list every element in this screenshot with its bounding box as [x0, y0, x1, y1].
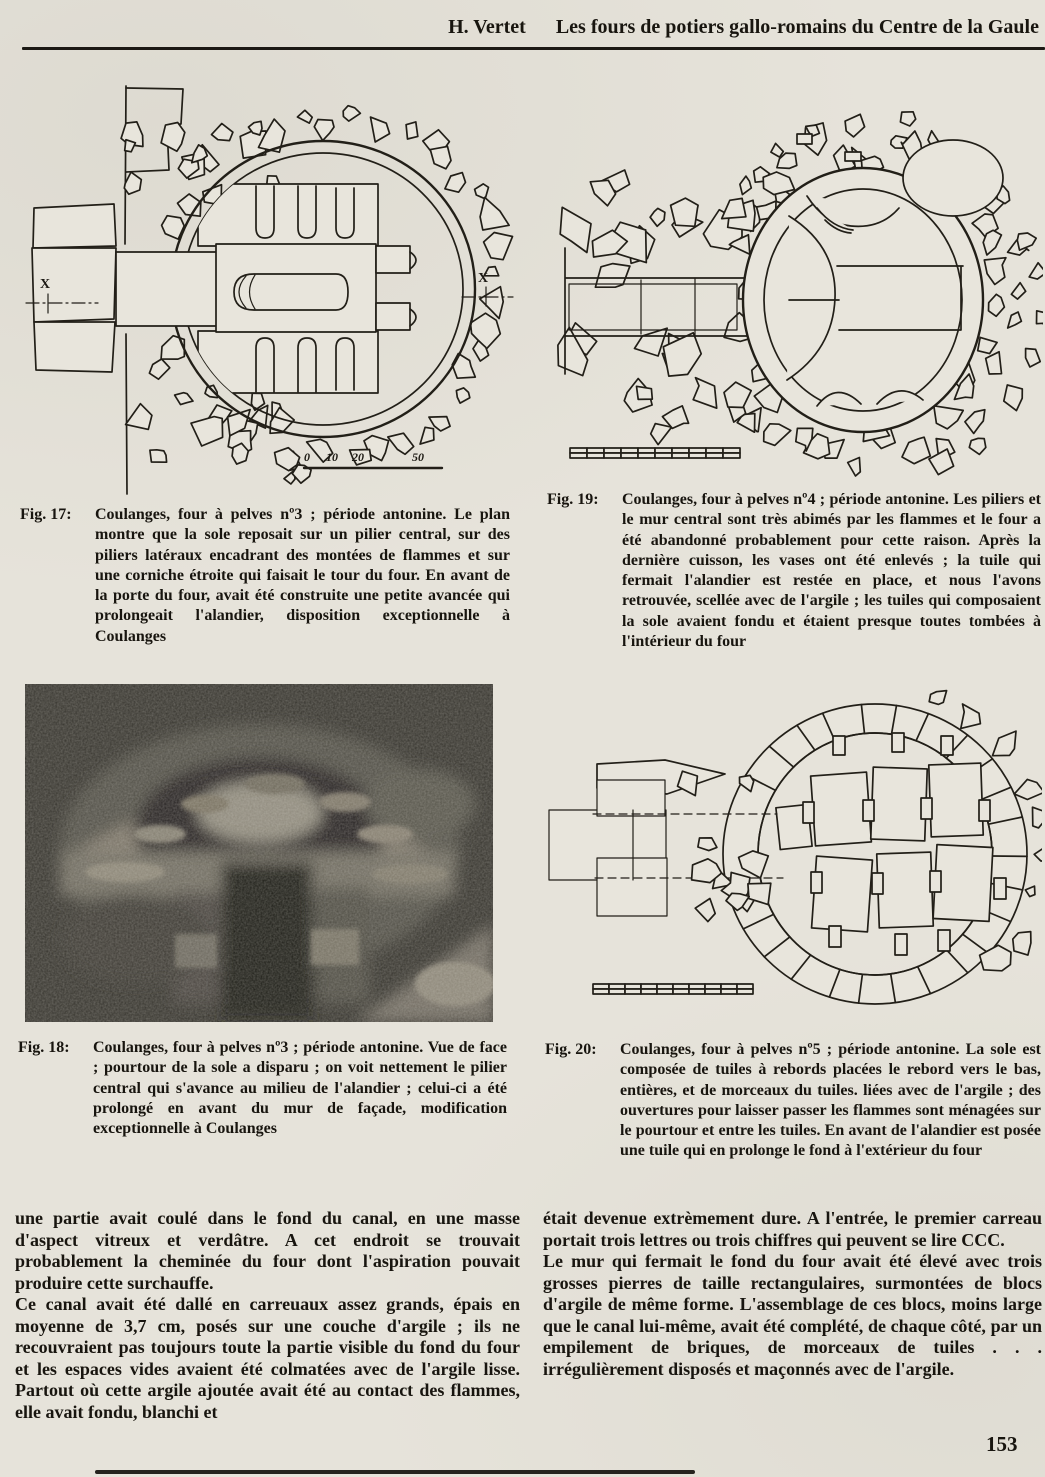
svg-text:50: 50: [412, 450, 424, 464]
figure-caption-text: Coulanges, four à pelves nº3 ; période antonine. Le plan montre que la sole reposait sur un pilier central, sur des piliers latéraux encadrant des montées de flammes et sur une corniche étroite qui faisait le tour du four. En avant de la porte du four, avait été construite une petite avancée qui prolongeait l'alandier, disposition exceptionnelle à Coulanges: [95, 506, 510, 645]
paragraph: Ce canal avait été dallé en carreuaux assez grands, épais en moyenne de 3,7 cm, posés sur une couche d'argile ; ils ne recouvraient pas toujours toute la partie visible du fond du four et les espaces vides avaient été colmatées avec de l'argile lisse. Partout où cette argile ajoutée avait été au contact des flammes, elle avait fondu, blanchi et: [15, 1294, 520, 1422]
paragraph: Le mur qui fermait le fond du four avait été élevé avec trois grosses pierres de taille rectangulaires, surmontées de blocs d'argile de même forme. L'assemblage de ces blocs, moins large que le canal lui-même, avait été complété, de chaque côté, par un empilement de briques, de morceaux de tuiles . . . irrégulièrement disposés et maçonnés avec de l'argile.: [543, 1251, 1042, 1379]
hatched-pier: [376, 303, 410, 330]
photo-grain-overlay: [25, 684, 493, 1022]
flame-flue: [336, 188, 354, 238]
fig19-kiln-plan-drawing: [545, 88, 1043, 486]
fig20-kiln-plan-drawing: [545, 688, 1042, 1022]
wall-stone: [34, 322, 115, 372]
entrance-block: [597, 858, 667, 916]
header-rule: [22, 47, 1045, 50]
scale-bar: [593, 984, 753, 994]
pillar-channel: [234, 274, 348, 310]
corridor-slab-joints: [641, 278, 695, 336]
figure-label: Fig. 20:: [545, 1041, 597, 1058]
paragraph: une partie avait coulé dans le fond du canal, en une masse d'aspect vitreux et verdâtre. A cet endroit se trouvait probablement la cheminée du four dont l'aspiration pouvait produire cette surchauffe.: [15, 1208, 520, 1293]
tile: [933, 845, 993, 922]
body-column-right: [543, 1208, 1042, 1380]
corridor-slab: [569, 284, 737, 330]
stipple-patch: [903, 140, 1003, 216]
tile: [877, 852, 934, 928]
running-head: [448, 16, 1039, 39]
page-number: 153: [986, 1432, 1018, 1456]
hatched-pier: [376, 246, 410, 273]
sole-tiles: [776, 763, 993, 932]
author-name: H. Vertet: [448, 16, 526, 38]
fig19-caption: [547, 490, 1041, 652]
fig18-caption: [18, 1038, 507, 1139]
svg-text:10: 10: [326, 450, 338, 464]
pier-tab: [410, 252, 416, 326]
wall-stone: [33, 204, 116, 248]
scale-bar: [570, 448, 740, 458]
tile: [929, 763, 983, 837]
svg-text:20: 20: [352, 450, 364, 464]
corridor-stones-bottom: [558, 323, 701, 376]
section-marker-x-right: X: [478, 271, 489, 286]
hatched-stub: [845, 152, 861, 161]
figure-caption-text: Coulanges, four à pelves nº4 ; période antonine. Les piliers et le mur central sont très abimés par les flammes et le four a été abandonné probablement pour cette raison. Après la dernière cuisson, les vases ont été enlevés ; la tuile qui fermait l'alandier est restée en place, et nous l'avons retrouvée, scellée avec de l'argile ; les tuiles qui composaient la sole avaient fondu et étaient presque toutes tombées à l'intérieur du four: [622, 491, 1041, 651]
paragraph: était devenue extrèmement dure. A l'entrée, le premier carreau portait trois lettres ou trois chiffres qui peuvent se lire CCC.: [543, 1208, 1042, 1250]
figure-label: Fig. 17:: [20, 506, 72, 523]
section-marker-x-left: X: [40, 277, 51, 292]
fig17-kiln-plan-drawing: [18, 76, 518, 496]
fig18-kiln-photograph: [25, 684, 493, 1022]
alandier-corridor: [116, 252, 218, 326]
fig17-caption: [20, 505, 510, 647]
svg-text:0: 0: [304, 450, 310, 464]
scan-edge-artifact: [95, 1470, 695, 1474]
tile: [812, 856, 873, 932]
tile: [871, 767, 927, 841]
flame-flue: [298, 338, 316, 392]
entrance-block: [597, 780, 665, 816]
dark-stub: [797, 134, 812, 144]
body-column-left: [15, 1208, 520, 1423]
flame-flue: [336, 338, 354, 390]
flame-flue: [298, 186, 316, 238]
figure-label: Fig. 18:: [18, 1039, 70, 1056]
article-title: Les fours de potiers gallo-romains du Centre de la Gaule: [555, 16, 1039, 38]
figure-caption-text: Coulanges, four à pelves nº3 ; période antonine. Vue de face ; pourtour de la sole a disparu ; on voit nettement le pilier central qui s'avance au milieu de l'alandier ; celui-ci a été prolongé en avant du mur de façade, modification exceptionnelle à Coulanges: [93, 1039, 507, 1138]
flame-flue: [256, 338, 274, 392]
figure-caption-text: Coulanges, four à pelves nº5 ; période antonine. La sole est composée de tuiles à rebords placées le rebord vers le bas, entières, et de morceaux du tuiles. liées avec de l'argile ; des ouvertures pour laisser passer les flammes sont ménagées sur le pourtour et entre les tuiles. En avant de l'alandier est posée une tuile qui en prolonge le fond à l'extérieur du four: [620, 1041, 1041, 1160]
figure-label: Fig. 19:: [547, 491, 599, 508]
flame-flue: [256, 186, 274, 238]
fig20-caption: [545, 1040, 1041, 1162]
